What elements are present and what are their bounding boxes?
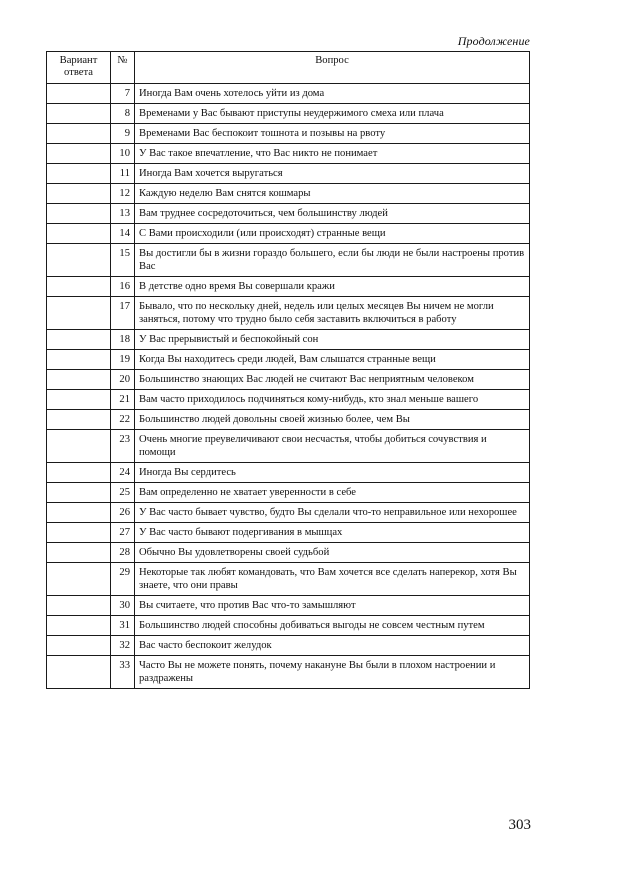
answer-cell[interactable] [47,370,111,390]
question-number: 26 [111,503,135,523]
question-number: 31 [111,616,135,636]
table-row [47,84,530,104]
answer-cell[interactable] [47,164,111,184]
question-text: Временами Вас беспокоит тошнота и позывы на рвоту [135,124,530,144]
page-number: 303 [508,817,531,833]
table-row [47,330,530,350]
table-row [47,596,530,616]
question-text: Часто Вы не можете понять, почему накануне Вы были в плохом настроении и раздражены [135,656,530,689]
table-row [47,390,530,410]
table-row [47,616,530,636]
question-text: У Вас часто бывают подергивания в мышцах [135,523,530,543]
question-text: Обычно Вы удовлетворены своей судьбой [135,543,530,563]
question-number: 25 [111,483,135,503]
answer-cell[interactable] [47,224,111,244]
table-row [47,563,530,596]
question-text: Иногда Вы сердитесь [135,463,530,483]
table-row [47,204,530,224]
question-text: Некоторые так любят командовать, что Вам хочется все сделать наперекор, хотя Вы знаете, что они правы [135,563,530,596]
table-row [47,483,530,503]
question-text: Вам определенно не хватает уверенности в себе [135,483,530,503]
question-number: 13 [111,204,135,224]
answer-cell[interactable] [47,104,111,124]
table-row [47,410,530,430]
answer-cell[interactable] [47,616,111,636]
answer-cell[interactable] [47,390,111,410]
answer-cell[interactable] [47,463,111,483]
questionnaire-table [46,51,530,689]
question-number: 12 [111,184,135,204]
answer-cell[interactable] [47,184,111,204]
question-number: 22 [111,410,135,430]
question-text: Иногда Вам очень хотелось уйти из дома [135,84,530,104]
question-column-header: Вопрос [135,52,530,84]
answer-cell[interactable] [47,483,111,503]
answer-cell[interactable] [47,244,111,277]
answer-cell[interactable] [47,563,111,596]
table-row [47,636,530,656]
table-row [47,297,530,330]
question-text: Временами у Вас бывают приступы неудержимого смеха или плача [135,104,530,124]
number-column-header: № [111,52,135,84]
question-number: 10 [111,144,135,164]
question-text: Вам труднее сосредоточиться, чем большинству людей [135,204,530,224]
question-text: С Вами происходили (или происходят) странные вещи [135,224,530,244]
question-number: 11 [111,164,135,184]
question-text: Большинство людей довольны своей жизнью более, чем Вы [135,410,530,430]
question-number: 28 [111,543,135,563]
question-text: Большинство людей способны добиваться выгоды не совсем честным путем [135,616,530,636]
answer-column-header: Вариант ответа [47,52,111,84]
question-number: 7 [111,84,135,104]
answer-cell[interactable] [47,503,111,523]
question-text: Вы достигли бы в жизни гораздо большего, если бы люди не были настроены против Вас [135,244,530,277]
table-row [47,543,530,563]
table-row [47,503,530,523]
question-number: 21 [111,390,135,410]
answer-cell[interactable] [47,636,111,656]
table-row [47,244,530,277]
answer-cell[interactable] [47,330,111,350]
question-number: 18 [111,330,135,350]
answer-cell[interactable] [47,297,111,330]
question-text: Каждую неделю Вам снятся кошмары [135,184,530,204]
question-number: 29 [111,563,135,596]
question-number: 27 [111,523,135,543]
table-row [47,184,530,204]
question-text: Вас часто беспокоит желудок [135,636,530,656]
question-number: 23 [111,430,135,463]
question-text: Вы считаете, что против Вас что-то замышляют [135,596,530,616]
table-header-row [47,52,530,84]
table-row [47,656,530,689]
question-text: Иногда Вам хочется выругаться [135,164,530,184]
question-number: 32 [111,636,135,656]
question-number: 17 [111,297,135,330]
table-row [47,144,530,164]
question-number: 16 [111,277,135,297]
question-number: 24 [111,463,135,483]
answer-cell[interactable] [47,543,111,563]
question-number: 8 [111,104,135,124]
question-number: 30 [111,596,135,616]
answer-cell[interactable] [47,410,111,430]
table-row [47,277,530,297]
question-number: 14 [111,224,135,244]
table-row [47,523,530,543]
question-text: Бывало, что по нескольку дней, недель или целых месяцев Вы ничем не могли заняться, потому что трудно было себя заставить включиться в работу [135,297,530,330]
answer-cell[interactable] [47,430,111,463]
answer-cell[interactable] [47,350,111,370]
question-number: 20 [111,370,135,390]
question-number: 15 [111,244,135,277]
table-row [47,430,530,463]
table-row [47,224,530,244]
answer-cell[interactable] [47,124,111,144]
answer-cell[interactable] [47,144,111,164]
question-text: У Вас такое впечатление, что Вас никто не понимает [135,144,530,164]
question-text: У Вас часто бывает чувство, будто Вы сделали что-то неправильное или нехорошее [135,503,530,523]
answer-cell[interactable] [47,596,111,616]
answer-cell[interactable] [47,277,111,297]
table-row [47,124,530,144]
table-row [47,164,530,184]
table-row [47,104,530,124]
question-text: Вам часто приходилось подчиняться кому-нибудь, кто знал меньше вашего [135,390,530,410]
question-text: Большинство знающих Вас людей не считают Вас неприятным человеком [135,370,530,390]
question-number: 9 [111,124,135,144]
answer-cell[interactable] [47,204,111,224]
table-row [47,370,530,390]
answer-cell[interactable] [47,656,111,689]
question-text: В детстве одно время Вы совершали кражи [135,277,530,297]
table-row [47,463,530,483]
question-text: Когда Вы находитесь среди людей, Вам слышатся странные вещи [135,350,530,370]
question-number: 19 [111,350,135,370]
question-number: 33 [111,656,135,689]
answer-cell[interactable] [47,523,111,543]
question-text: У Вас прерывистый и беспокойный сон [135,330,530,350]
table-row [47,350,530,370]
question-text: Очень многие преувеличивают свои несчастья, чтобы добиться сочувствия и помощи [135,430,530,463]
answer-cell[interactable] [47,84,111,104]
continuation-label: Продолжение [457,34,530,48]
